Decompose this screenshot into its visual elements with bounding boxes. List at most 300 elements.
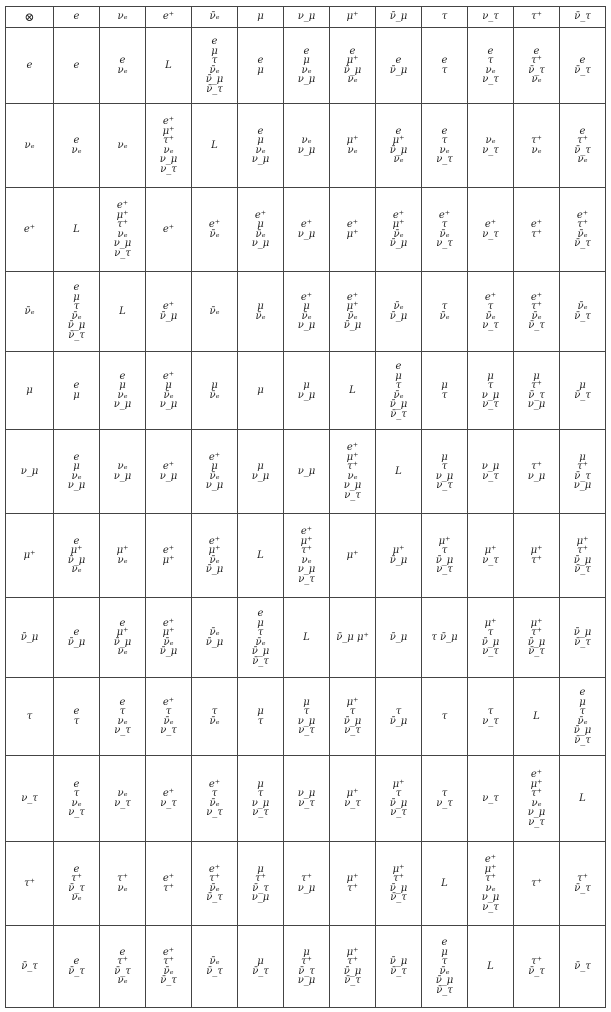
product-particle: ν̄_τ — [160, 975, 177, 986]
product-particle: ν̄ₑ — [209, 956, 220, 967]
product-cell — [468, 104, 514, 188]
product-particle: νₑ — [531, 74, 542, 85]
product-particle: μ — [257, 219, 264, 230]
product-particle: e⁺ — [162, 873, 175, 884]
product-particle: ν̄_τ — [528, 646, 545, 657]
product-cell — [422, 678, 468, 756]
product-cell — [192, 926, 238, 1008]
column-header — [560, 7, 606, 28]
product-particle: ν̄_τ — [574, 882, 591, 894]
product-particle: ν_μ — [435, 470, 454, 482]
product-particle: L — [165, 59, 172, 71]
product-particle: νₑ — [485, 135, 496, 146]
product-particle: ν̄_τ — [206, 965, 223, 977]
product-particle: e — [73, 535, 80, 547]
product-particle: μ — [487, 370, 494, 382]
product-particle: ν_τ — [482, 792, 499, 804]
product-cell — [146, 756, 192, 842]
product-particle: νₑ — [117, 715, 128, 727]
product-particle: ν_τ — [160, 725, 177, 736]
product-particle: μ⁺ — [346, 301, 359, 312]
product-cell — [514, 514, 560, 598]
product-particle: τ⁺ — [117, 873, 128, 884]
product-particle: νₑ — [347, 144, 358, 156]
product-cell — [284, 926, 330, 1008]
product-cell — [284, 188, 330, 272]
product-particle: ν_τ — [436, 154, 453, 165]
product-particle: ν_μ — [251, 154, 270, 165]
product-particle: ν_μ — [113, 399, 132, 410]
product-cell — [100, 272, 146, 352]
product-particle: e — [73, 863, 80, 875]
product-cell — [192, 842, 238, 926]
product-cell — [100, 188, 146, 272]
product-cell — [468, 430, 514, 514]
product-particle: μ⁺ — [530, 545, 543, 556]
product-particle: τ — [441, 710, 448, 722]
column-header-label: μ — [257, 11, 264, 23]
product-particle: e — [73, 282, 80, 293]
product-particle: ν̄_τ — [574, 389, 591, 401]
product-particle: τ — [211, 788, 218, 799]
row-header-label: ν̄_μ — [20, 631, 39, 643]
product-particle: e — [487, 45, 494, 57]
product-particle: τ⁺ — [577, 873, 588, 884]
product-particle: ν̄ₑ — [209, 627, 220, 638]
product-particle: ν̄_μ — [389, 631, 408, 643]
product-cell — [284, 352, 330, 430]
product-cell — [284, 272, 330, 352]
product-particle: e⁺ — [254, 209, 267, 221]
product-particle: ν̄_μ — [389, 882, 408, 894]
product-particle: μ — [303, 946, 310, 958]
product-cell — [560, 514, 606, 598]
product-particle: νₑ — [301, 64, 312, 76]
product-particle: ν̄_μ — [159, 646, 178, 657]
product-particle: τ — [487, 380, 494, 391]
product-particle: τ⁺ — [347, 956, 358, 967]
row-header-label: ν̄_τ — [21, 960, 38, 972]
product-cell — [284, 756, 330, 842]
product-cell — [330, 842, 376, 926]
product-particle: e⁺ — [484, 291, 497, 303]
product-cell — [146, 926, 192, 1008]
product-particle: μ⁺ — [484, 617, 497, 629]
product-particle: ν̄ₑ — [577, 228, 588, 240]
product-particle: ν̄ₑ — [577, 715, 588, 727]
product-particle: μ⁺ — [162, 125, 175, 137]
product-particle: e⁺ — [346, 219, 359, 230]
column-header-label: μ⁺ — [346, 11, 359, 23]
product-particle: ν_μ — [297, 228, 316, 240]
product-particle: νₑ — [117, 882, 128, 894]
product-particle: μ — [257, 64, 264, 76]
product-particle: μ⁺ — [392, 778, 405, 790]
product-particle: e⁺ — [162, 788, 175, 799]
table-row — [6, 272, 606, 352]
product-cell — [422, 756, 468, 842]
product-cell — [238, 598, 284, 678]
product-particle: ν̄ₑ — [163, 636, 174, 648]
row-header — [6, 430, 54, 514]
product-particle: νₑ — [71, 892, 82, 903]
product-particle: τ⁺ — [347, 882, 358, 894]
product-particle: e — [73, 706, 80, 717]
product-particle: ν_μ — [343, 480, 362, 491]
product-particle: ν_τ — [298, 573, 315, 585]
product-particle: νₑ — [301, 135, 312, 146]
product-cell — [146, 430, 192, 514]
product-particle: L — [395, 465, 402, 477]
product-cell — [330, 756, 376, 842]
product-particle: ν_μ — [251, 470, 270, 482]
product-particle: e — [119, 946, 126, 958]
product-particle: ν_μ — [297, 788, 316, 799]
product-particle: νₑ — [347, 74, 358, 85]
product-particle: ν̄ₑ — [209, 64, 220, 76]
row-header — [6, 28, 54, 104]
product-particle: ν̄_τ — [574, 636, 591, 648]
product-particle: e⁺ — [484, 854, 497, 865]
product-particle: ν̄ₑ — [485, 310, 496, 322]
product-particle: ν̄_τ — [206, 83, 223, 95]
product-particle: νₑ — [577, 154, 588, 165]
product-particle: μ — [303, 55, 310, 66]
product-cell — [284, 598, 330, 678]
product-particle: νₑ — [531, 797, 542, 809]
product-particle: νₑ — [71, 797, 82, 809]
product-particle: μ — [257, 301, 264, 312]
product-particle: ν̄_μ — [389, 797, 408, 809]
column-header-label: τ⁺ — [531, 11, 542, 23]
product-particle: ν̄ₑ — [209, 228, 220, 240]
product-particle: νₑ — [117, 975, 128, 986]
product-particle: ν̄_μ — [67, 636, 86, 648]
product-cell — [284, 842, 330, 926]
product-particle: τ — [395, 788, 402, 799]
product-particle: μ⁺ — [438, 535, 451, 547]
product-particle: νₑ — [117, 389, 128, 401]
product-particle: ν̄ₑ — [393, 301, 404, 312]
column-header-label: e — [73, 11, 80, 23]
product-particle: ν̄_μ — [389, 310, 408, 322]
column-header-label: ν̄_μ — [389, 11, 408, 23]
product-particle: ν̄ₑ — [393, 389, 404, 401]
product-particle: τ — [73, 788, 80, 799]
product-particle: ν̄_μ — [205, 564, 224, 575]
product-particle: e⁺ — [162, 116, 175, 127]
product-particle: τ⁺ — [117, 219, 128, 230]
product-particle: ν̄ₑ — [393, 228, 404, 240]
product-particle: ν̄_τ — [436, 984, 453, 996]
product-particle: ν̄_μ — [389, 554, 408, 566]
product-particle: τ⁺ — [163, 882, 174, 894]
product-cell — [146, 104, 192, 188]
product-particle: τ — [349, 706, 356, 717]
product-particle: ν̄ₑ — [163, 389, 174, 401]
product-cell — [192, 352, 238, 430]
product-particle: τ — [257, 715, 264, 727]
product-particle: ν_τ — [482, 74, 499, 85]
table-row — [6, 430, 606, 514]
product-particle: νₑ — [531, 144, 542, 156]
product-cell — [192, 678, 238, 756]
product-particle: τ — [487, 301, 494, 312]
product-cell — [422, 514, 468, 598]
product-particle: νₑ — [393, 154, 404, 165]
product-cell — [192, 272, 238, 352]
product-cell — [560, 756, 606, 842]
product-particle: e⁺ — [530, 291, 543, 303]
product-particle: τ — [441, 135, 448, 146]
product-particle: μ⁺ — [70, 545, 83, 556]
column-header — [146, 7, 192, 28]
row-header — [6, 678, 54, 756]
product-particle: ν̄_τ — [68, 965, 85, 977]
product-particle: τ⁺ — [577, 135, 588, 146]
product-cell — [238, 104, 284, 188]
product-particle: ν̄_μ — [113, 636, 132, 648]
product-particle: L — [487, 960, 494, 972]
product-particle: ν_τ — [482, 320, 499, 331]
product-particle: μ — [257, 706, 264, 717]
product-particle: e — [119, 696, 126, 708]
row-header-label: ν_τ — [21, 792, 38, 804]
product-cell — [54, 598, 100, 678]
product-particle: e⁺ — [484, 219, 497, 230]
product-particle: ν̄ₑ — [255, 228, 266, 240]
product-particle: μ — [579, 696, 586, 708]
product-particle: μ — [257, 135, 264, 146]
row-header-label: ν_μ — [20, 465, 39, 477]
product-particle: ν̄ₑ — [209, 797, 220, 809]
product-particle: τ — [165, 706, 172, 717]
product-cell — [192, 598, 238, 678]
product-cell — [468, 598, 514, 678]
product-cell — [514, 842, 560, 926]
product-particle: τ — [211, 706, 218, 717]
product-particle: μ — [165, 380, 172, 391]
product-cell — [376, 352, 422, 430]
product-cell — [54, 104, 100, 188]
row-header-label: e⁺ — [23, 223, 36, 235]
product-particle: ν̄ₑ — [531, 310, 542, 322]
product-particle: ν̄ₑ — [301, 310, 312, 322]
product-cell — [560, 678, 606, 756]
product-particle: ν̄_τ — [574, 310, 591, 322]
row-header — [6, 598, 54, 678]
column-header-label: νₑ — [117, 11, 128, 23]
product-particle: ν_τ — [528, 816, 545, 828]
product-cell — [376, 514, 422, 598]
product-particle: e — [533, 45, 540, 57]
product-particle: ν̄ₑ — [209, 305, 220, 317]
product-particle: e⁺ — [162, 301, 175, 312]
product-cell — [238, 28, 284, 104]
product-cell — [468, 28, 514, 104]
product-particle: e — [119, 370, 126, 382]
product-particle: μ — [441, 946, 448, 958]
product-cell — [284, 514, 330, 598]
product-particle: νₑ — [485, 882, 496, 894]
product-particle: ν_μ — [113, 470, 132, 482]
product-particle: ν̄ₑ — [209, 470, 220, 482]
product-cell — [54, 842, 100, 926]
column-header — [468, 7, 514, 28]
product-particle: νₑ — [117, 64, 128, 76]
product-particle: ν_τ — [160, 797, 177, 809]
column-header-label: ν_τ — [482, 11, 499, 23]
product-particle: ν_τ — [68, 807, 85, 818]
product-particle: τ — [73, 715, 80, 727]
product-particle: μ⁺ — [116, 209, 129, 221]
product-particle: νₑ — [117, 554, 128, 566]
product-cell — [330, 104, 376, 188]
product-particle: ν_μ — [159, 154, 178, 165]
product-particle: μ — [303, 696, 310, 708]
product-particle: e⁺ — [162, 617, 175, 629]
product-particle: μ — [211, 380, 218, 391]
product-particle: μ⁺ — [116, 545, 129, 556]
product-particle: τ — [211, 55, 218, 66]
product-particle: τ — [257, 627, 264, 638]
product-particle: ν_τ — [482, 646, 499, 657]
particle-product-table — [5, 6, 606, 1008]
product-particle: e⁺ — [162, 223, 175, 235]
product-cell — [560, 104, 606, 188]
product-particle: μ — [257, 617, 264, 629]
product-particle: ν_μ — [481, 389, 500, 401]
product-particle: τ — [73, 301, 80, 312]
product-particle: L — [257, 549, 264, 561]
product-particle: ν̄_τ — [298, 965, 315, 977]
product-particle: ν_τ — [436, 797, 453, 809]
product-particle: e⁺ — [208, 219, 221, 230]
otimes-symbol: ⊗ — [24, 10, 35, 24]
row-header — [6, 756, 54, 842]
product-particle: ν_τ — [160, 163, 177, 175]
product-particle: e — [73, 451, 80, 463]
product-particle: νₑ — [255, 144, 266, 156]
product-cell — [238, 272, 284, 352]
product-particle: τ⁺ — [531, 380, 542, 391]
product-particle: ν_τ — [114, 247, 131, 259]
product-cell — [514, 756, 560, 842]
product-particle: ν̄ₑ — [209, 389, 220, 401]
product-particle: e — [579, 687, 586, 698]
column-header — [330, 7, 376, 28]
product-particle: e⁺ — [300, 291, 313, 303]
product-particle: ν̄_μ — [389, 715, 408, 727]
column-header — [192, 7, 238, 28]
product-particle: ν̄_τ — [528, 320, 545, 331]
product-particle: e⁺ — [576, 209, 589, 221]
product-particle: e⁺ — [208, 778, 221, 790]
product-particle: μ — [73, 389, 80, 401]
product-cell — [238, 842, 284, 926]
product-particle: ν̄_τ — [528, 965, 545, 977]
product-particle: ν̄_μ — [251, 646, 270, 657]
column-header-label: ν_μ — [297, 11, 316, 23]
product-particle: νₑ — [71, 470, 82, 482]
product-cell — [192, 188, 238, 272]
product-particle: ν̄_τ — [574, 470, 591, 482]
product-cell — [468, 678, 514, 756]
product-particle: νₑ — [347, 470, 358, 482]
product-cell — [560, 430, 606, 514]
product-cell — [192, 514, 238, 598]
product-particle: e — [211, 36, 218, 47]
product-particle: ν̄_τ — [574, 64, 591, 76]
product-particle: e⁺ — [162, 545, 175, 556]
product-cell — [468, 926, 514, 1008]
product-particle: τ — [441, 389, 448, 401]
product-particle: ν̄_τ — [68, 329, 85, 341]
product-particle: τ ν̄_μ — [431, 631, 458, 643]
product-particle: ν̄_μ μ⁺ — [336, 631, 369, 643]
product-particle: μ⁺ — [346, 873, 359, 884]
product-particle: μ — [211, 461, 218, 472]
product-particle: μ⁺ — [346, 549, 359, 561]
table-row — [6, 104, 606, 188]
product-particle: ν̄_μ — [67, 554, 86, 566]
product-particle: μ — [257, 461, 264, 472]
product-particle: τ⁺ — [531, 554, 542, 566]
product-particle: μ⁺ — [576, 535, 589, 547]
product-particle: τ — [441, 219, 448, 230]
product-particle: μ — [257, 384, 264, 396]
product-particle: μ — [303, 301, 310, 312]
product-cell — [330, 598, 376, 678]
product-particle: e⁺ — [162, 696, 175, 708]
product-cell — [100, 926, 146, 1008]
product-particle: τ — [441, 956, 448, 967]
product-particle: ν_μ — [159, 399, 178, 410]
product-particle: e⁺ — [392, 209, 405, 221]
product-particle: ν_μ — [251, 892, 270, 903]
product-particle: ν̄_τ — [252, 965, 269, 977]
product-particle: ν_τ — [436, 480, 453, 491]
product-cell — [192, 756, 238, 842]
product-particle: L — [441, 877, 448, 889]
product-cell — [468, 272, 514, 352]
product-cell — [514, 926, 560, 1008]
product-cell — [422, 272, 468, 352]
product-particle: μ⁺ — [346, 788, 359, 799]
product-particle: μ⁺ — [346, 946, 359, 958]
product-cell — [238, 352, 284, 430]
product-particle: τ — [487, 55, 494, 66]
product-cell — [376, 104, 422, 188]
product-particle: μ⁺ — [346, 451, 359, 463]
product-cell — [468, 188, 514, 272]
product-particle: e — [303, 45, 310, 57]
row-header-label: νₑ — [24, 139, 35, 151]
product-particle: ν̄ₑ — [439, 228, 450, 240]
product-particle: τ — [257, 788, 264, 799]
product-particle: e — [257, 55, 264, 66]
product-particle: ν_τ — [344, 725, 361, 736]
product-particle: ν̄ₑ — [347, 310, 358, 322]
product-particle: μ⁺ — [346, 135, 359, 146]
product-particle: ν̄ₑ — [163, 715, 174, 727]
table-row — [6, 598, 606, 678]
product-cell — [330, 28, 376, 104]
product-particle: ν_τ — [114, 797, 131, 809]
product-particle: νₑ — [439, 144, 450, 156]
product-particle: L — [73, 223, 80, 235]
product-particle: ν̄_μ — [573, 627, 592, 638]
